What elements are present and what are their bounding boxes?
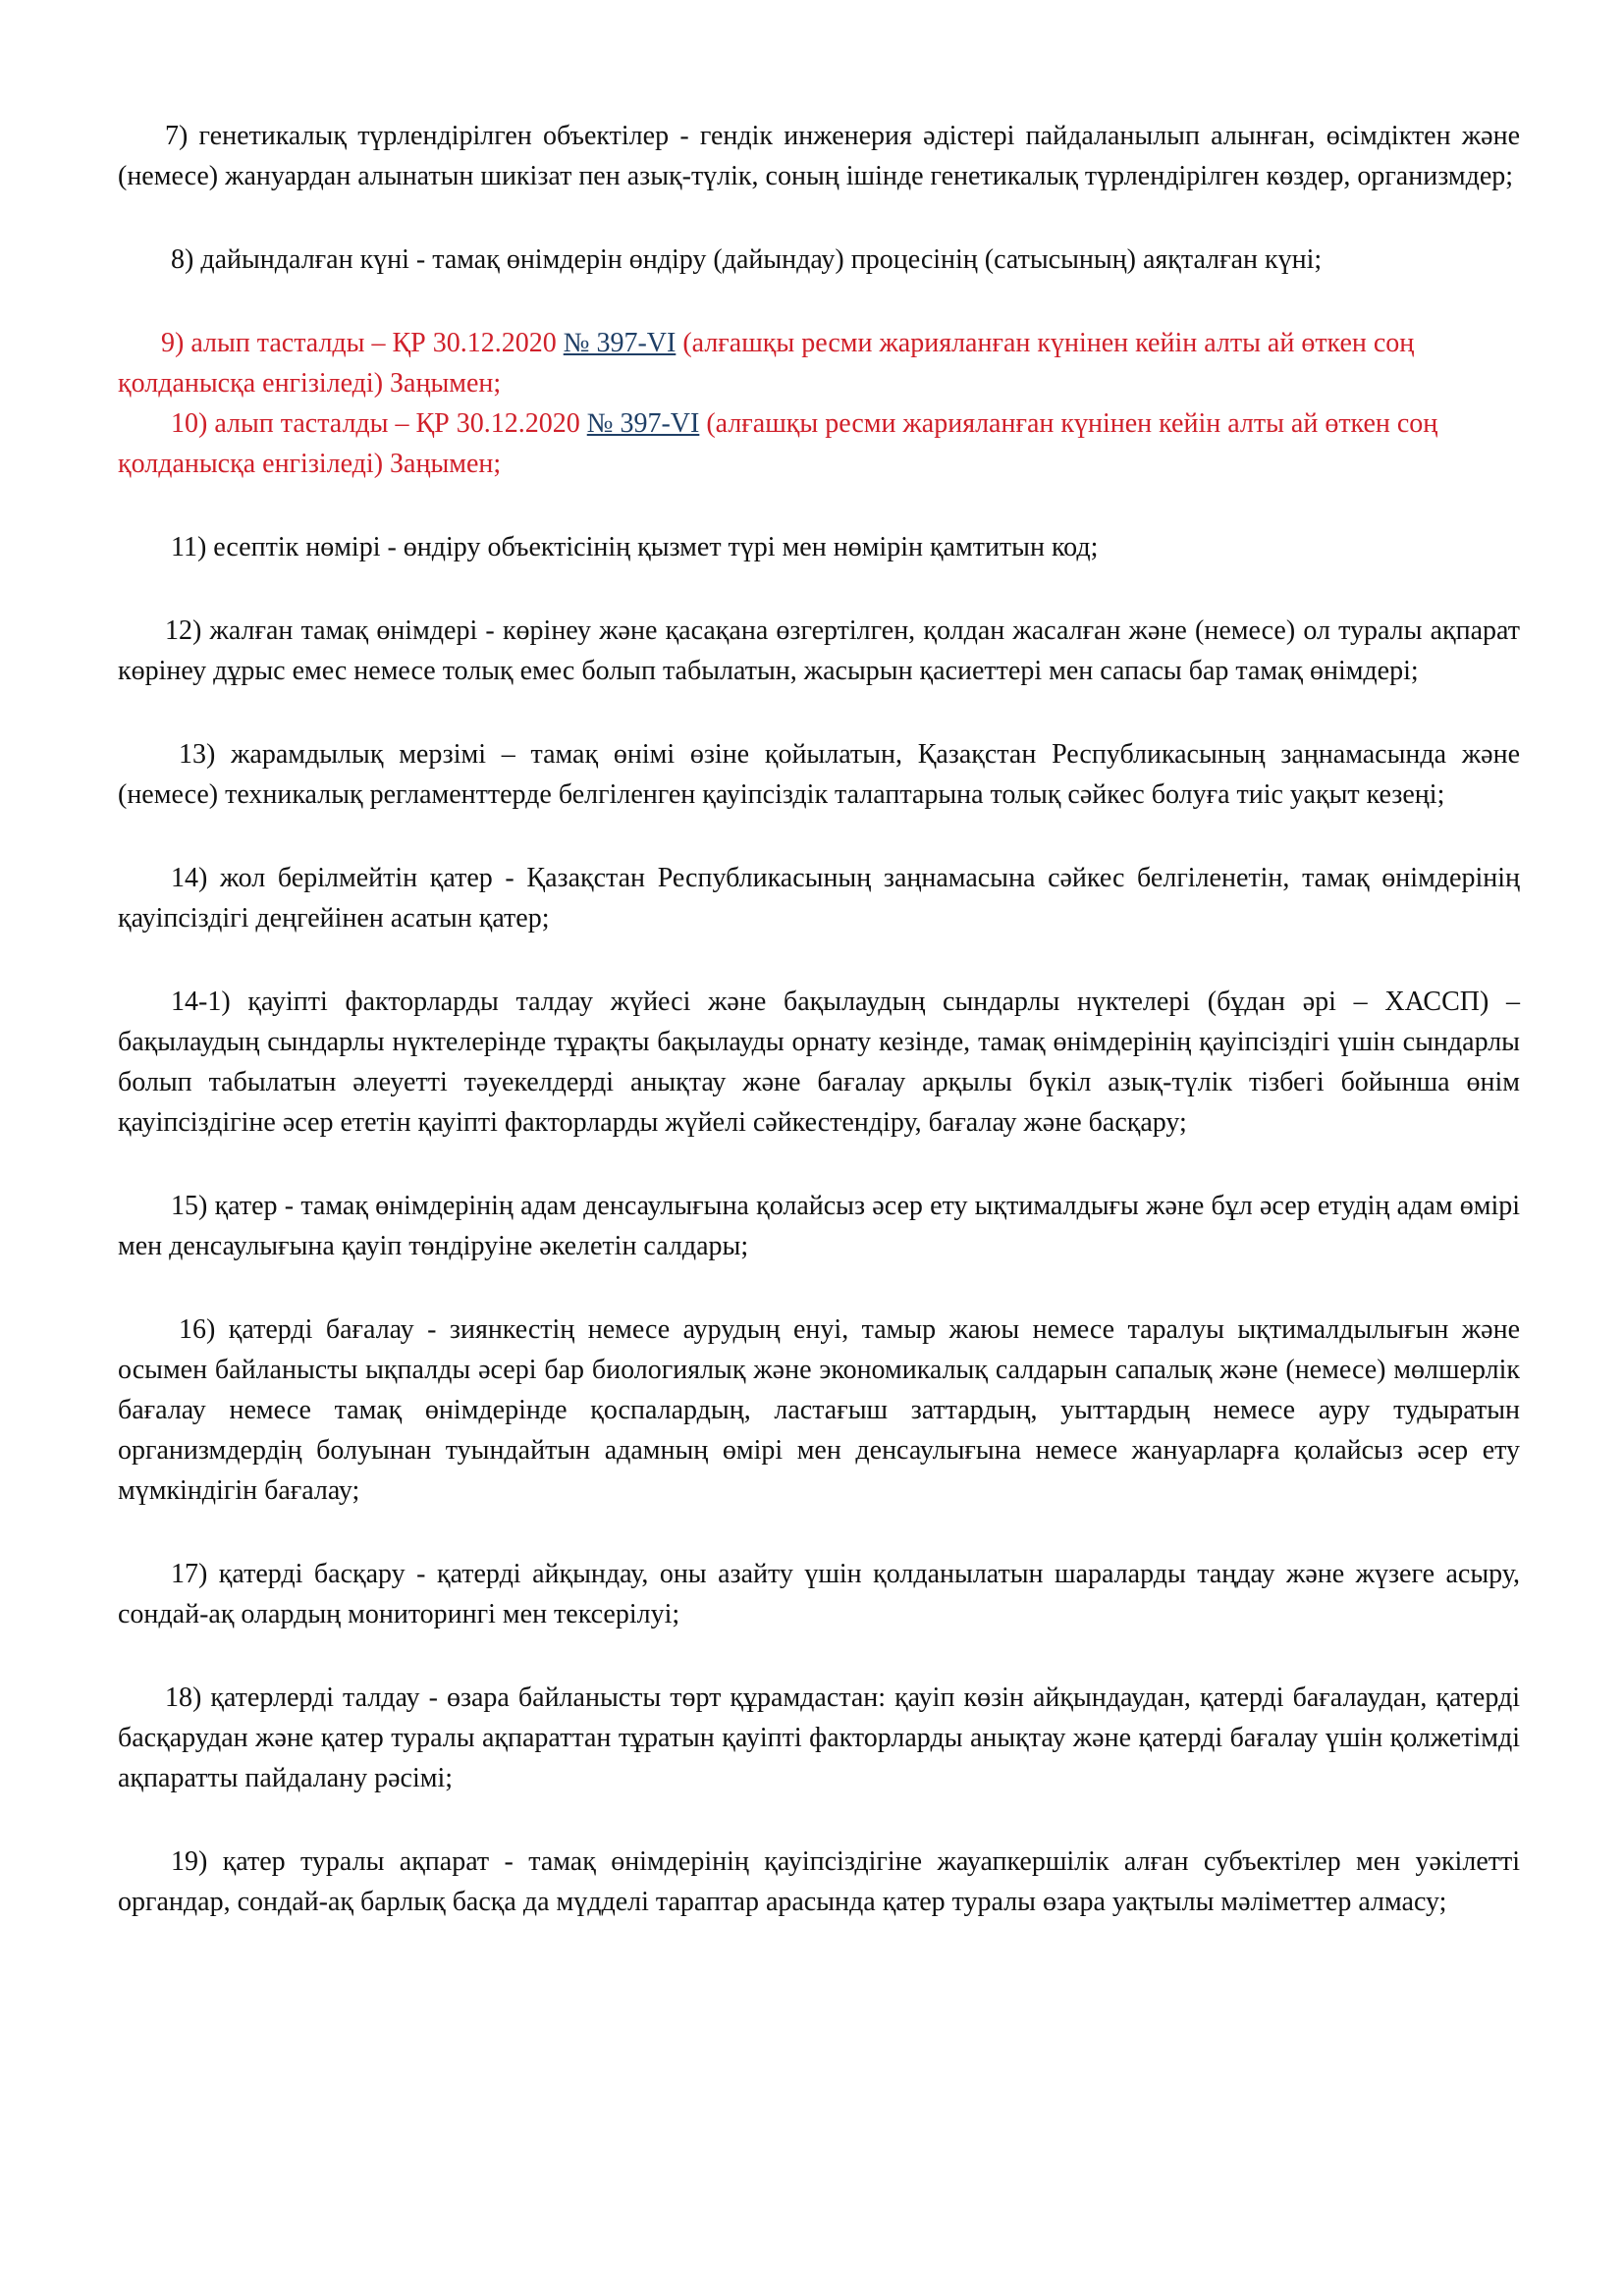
repealed-prefix: 10) алып тасталды – ҚР 30.12.2020 <box>171 408 580 439</box>
repealed-paragraph-10 <box>118 403 1520 484</box>
repealed-block <box>118 323 1520 484</box>
definition-paragraph-19: 19) қатер туралы ақпарат - тамақ өнімдерінің қауіпсіздігіне жауапкершілік алған субъектілер мен уәкілетті органдар, сондай-ақ барлық басқа да мүдделі тараптар арасында қатер туралы өзара уақтылы мәліметтер алмасу; <box>118 1846 1520 1917</box>
definition-paragraph-18: 18) қатерлерді талдау - өзара байланысты төрт құрамдастан: қауіп көзін айқындаудан, қатерді бағалаудан, қатерді басқарудан және қатер туралы ақпараттан тұратын қауіпті факторларды анықтау және қатерді бағалау үшін қолжетімді ақпаратты пайдалану рәсімі; <box>118 1682 1520 1793</box>
repealed-suffix: (алғашқы ресми жарияланған күнінен кейін алты ай өткен соң қолданысқа енгізіледі) Заңымен; <box>118 408 1438 479</box>
repealed-prefix: 9) алып тасталды – ҚР 30.12.2020 <box>161 328 557 358</box>
definition-paragraph-11: 11) есептік нөмірі - өндіру объектісінің қызмет түрі мен нөмірін қамтитын код; <box>171 532 1099 562</box>
definition-paragraph-16: 16) қатерді бағалау - зиянкестің немесе аурудың енуі, тамыр жаюы немесе таралуы ықтималдылығын және осымен байланысты ықпалды әсері бар биологиялық және экономикалық салдарын сапалық және (немесе) мөлшерлік бағалау немесе тамақ өнімдерінде қоспалардың, ластағыш заттардың, уыттардың немесе ауру тудыратын организмдердің болуынан туындайтын адамның өмірі мен денсаулығына немесе жануарларға қолайсыз әсер ету мүмкіндігін бағалау; <box>118 1314 1520 1506</box>
repealed-suffix: (алғашқы ресми жарияланған күнінен кейін алты ай өткен соң қолданысқа енгізіледі) Заңымен; <box>118 328 1415 399</box>
law-link-397-vi[interactable]: № 397-VI <box>586 408 700 439</box>
definition-paragraph-14-1: 14-1) қауіпті факторларды талдау жүйесі және бақылаудың сындарлы нүктелері (бұдан әрі – ХАССП) – бақылаудың сындарлы нүктелерінде тұрақты бақылауды орнату кезінде, тамақ өнімдерінің қауіпсіздігі үшін сындарлы болып табылатын әлеуетті тәуекелдерді анықтау және бағалау арқылы бүкіл азық-түлік тізбегі бойынша өнім қауіпсіздігіне әсер ететін қауіпті факторларды жүйелі сәйкестендіру, бағалау және басқару; <box>118 987 1520 1138</box>
law-link-397-vi[interactable]: № 397-VI <box>563 328 677 358</box>
definition-paragraph-12: 12) жалған тамақ өнімдері - көрінеу және қасақана өзгертілген, қолдан жасалған және (немесе) ол туралы ақпарат көрінеу дұрыс емес немесе толық емес болып табылатын, жасырын қасиеттері мен сапасы бар тамақ өнімдері; <box>118 615 1520 686</box>
definition-paragraph-13: 13) жарамдылық мерзімі – тамақ өнімі өзіне қойылатын, Қазақстан Республикасының заңнамасында және (немесе) техникалық регламенттерде белгіленген қауіпсіздік талаптарына толық сәйкес болуға тиіс уақыт кезеңі; <box>118 739 1520 810</box>
definition-paragraph-15: 15) қатер - тамақ өнімдерінің адам денсаулығына қолайсыз әсер ету ықтималдығы және бұл әсер етудің адам өмірі мен денсаулығына қауіп төндіруіне әкелетін салдары; <box>118 1191 1520 1261</box>
definition-paragraph-7: 7) генетикалық түрлендірілген объектілер - гендік инженерия әдістері пайдаланылып алынған, өсімдіктен және (немесе) жануардан алынатын шикізат пен азық-түлік, соның ішінде генетикалық түрлендірілген көздер, организмдер; <box>118 121 1520 191</box>
document-page <box>118 116 1520 1965</box>
repealed-paragraph-9 <box>118 323 1520 403</box>
definition-paragraph-14: 14) жол берілмейтін қатер - Қазақстан Республикасының заңнамасына сәйкес белгіленетін, тамақ өнімдерінің қауіпсіздігі деңгейінен асатын қатер; <box>118 863 1520 934</box>
definition-paragraph-8: 8) дайындалған күні - тамақ өнімдерін өндіру (дайындау) процесінің (сатысының) аяқталған күні; <box>171 244 1323 275</box>
definition-paragraph-17: 17) қатерді басқару - қатерді айқындау, оны азайту үшін қолданылатын шараларды таңдау және жүзеге асыру, сондай-ақ олардың мониторингі мен тексерілуі; <box>118 1559 1520 1629</box>
